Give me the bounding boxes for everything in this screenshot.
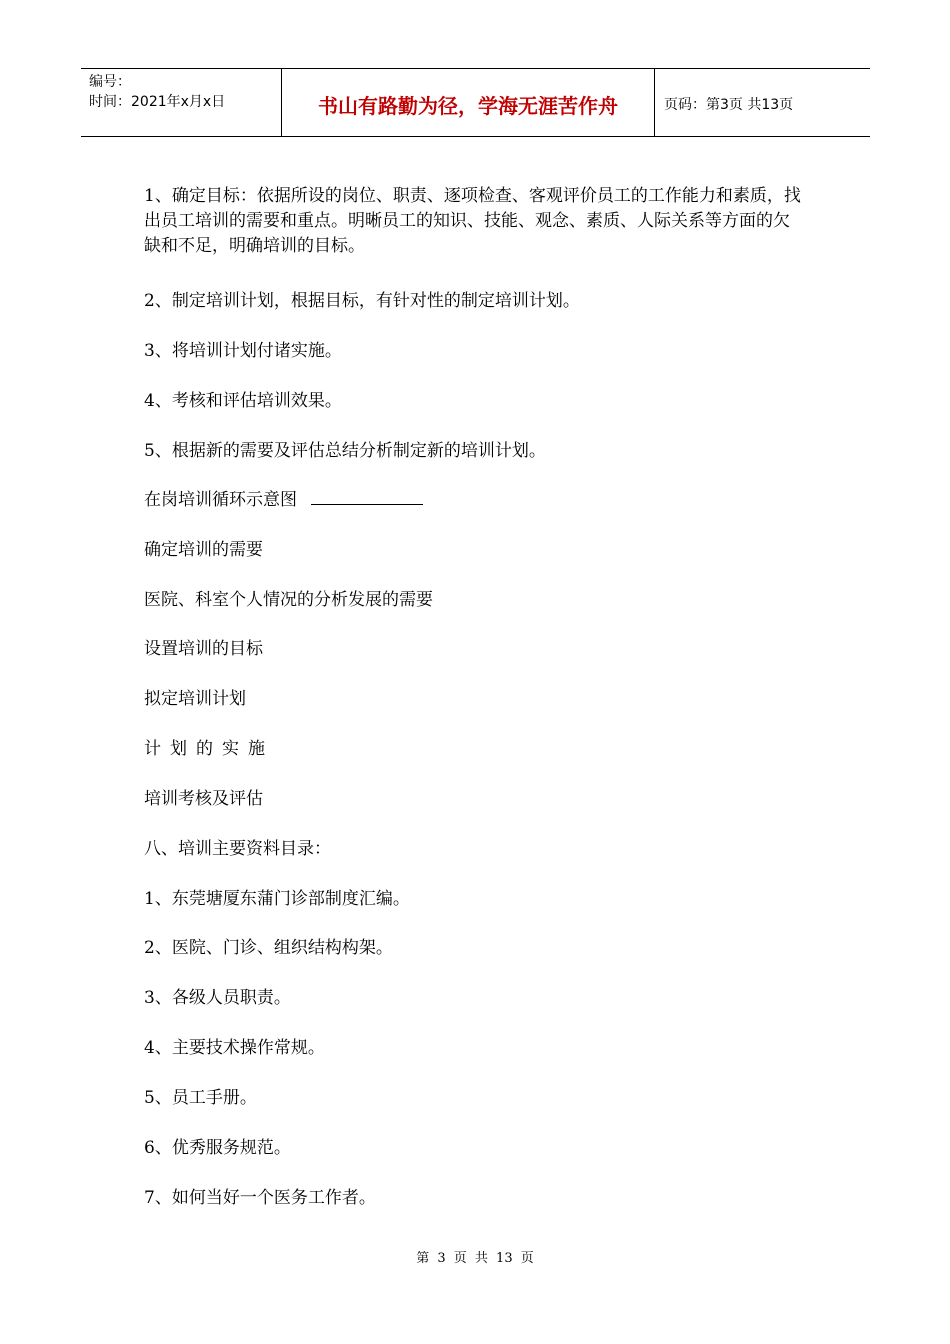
section-8-heading: 八、培训主要资料目录： <box>144 839 331 859</box>
paragraph-3: 3、将培训计划付诸实施。 <box>144 341 342 361</box>
page-header <box>81 68 870 137</box>
page-footer: 第 3 页 共 13 页 <box>416 1251 534 1266</box>
cycle-step-4: 拟定培训计划 <box>144 689 246 709</box>
motto: 书山有路勤为径，学海无涯苦作舟 <box>318 94 618 118</box>
doc-time: 时间：2021年x月x日 <box>89 94 226 110</box>
resource-item-7: 7、如何当好一个医务工作者。 <box>144 1188 376 1208</box>
cycle-step-6: 培训考核及评估 <box>144 789 263 809</box>
resource-item-2: 2、医院、门诊、组织结构构架。 <box>144 938 393 958</box>
resource-item-3: 3、各级人员职责。 <box>144 988 291 1008</box>
header-page-number: 页码：第3页 共13页 <box>664 97 794 113</box>
resource-item-6: 6、优秀服务规范。 <box>144 1138 291 1158</box>
header-right-cell <box>655 69 870 136</box>
resource-item-4: 4、主要技术操作常规。 <box>144 1038 325 1058</box>
cycle-step-5: 计划的实施 <box>144 739 274 759</box>
blank-underline <box>311 490 423 505</box>
paragraph-2: 2、制定培训计划，根据目标，有针对性的制定培训计划。 <box>144 291 580 311</box>
doc-number: 编号： <box>89 74 131 90</box>
cycle-step-1: 确定培训的需要 <box>144 540 263 560</box>
cycle-step-3: 设置培训的目标 <box>144 639 263 659</box>
resource-item-1: 1、东莞塘厦东蒲门诊部制度汇编。 <box>144 889 410 909</box>
paragraph-5: 5、根据新的需要及评估总结分析制定新的培训计划。 <box>144 441 546 461</box>
resource-item-5: 5、员工手册。 <box>144 1088 257 1108</box>
paragraph-1: 1、确定目标：依据所设的岗位、职责、逐项检查、客观评价员工的工作能力和素质，找出员工培训的需要和重点。明晰员工的知识、技能、观念、素质、人际关系等方面的欠缺和不足，明确培训的目标。 <box>144 186 801 256</box>
header-left-cell <box>81 69 282 136</box>
header-middle-cell <box>282 69 655 136</box>
cycle-diagram-title-text: 在岗培训循环示意图 <box>144 490 297 510</box>
paragraph-4: 4、考核和评估培训效果。 <box>144 391 342 411</box>
cycle-step-2: 医院、科室个人情况的分析发展的需要 <box>144 590 433 610</box>
cycle-diagram-title <box>144 485 423 510</box>
